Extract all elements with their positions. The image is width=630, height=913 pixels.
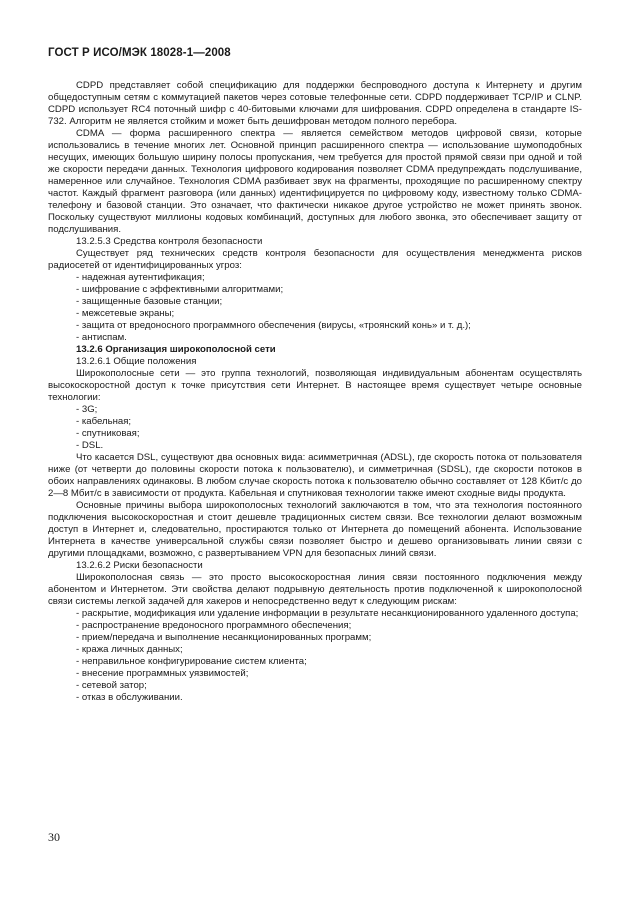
list-item: - 3G; xyxy=(76,404,98,415)
list-item: - неправильное конфигурирование систем клиента; xyxy=(76,656,307,667)
list-item: - распространение вредоносного программного обеспечения; xyxy=(76,620,352,631)
paragraph: Существует ряд технических средств контроля безопасности для осуществления менеджмента рисков радиосетей от идентифицированных угроз: xyxy=(48,248,582,271)
list-item: - внесение программных уязвимостей; xyxy=(76,668,249,679)
list-item: - антиспам. xyxy=(76,332,127,343)
paragraph: Широкополосные сети — это группа технологий, позволяющая индивидуальным абонентам осуществлять высокоскоростной доступ к точке присутствия сети Интернет. В настоящее время существует четыре основные технологии: xyxy=(48,368,582,403)
paragraph: Широкополосная связь — это просто высокоскоростная линия связи постоянного подключения между абонентом и Интернетом. Эти свойства делают подрывную деятельность против подключенной к широкополосной связи системы легкой задачей для хакеров и непосредственно ведут к следующим рискам: xyxy=(48,572,582,607)
list-item: - кража личных данных; xyxy=(76,644,183,655)
page-header: ГОСТ Р ИСО/МЭК 18028-1—2008 xyxy=(48,47,231,59)
subsection-heading: 13.2.6.2 Риски безопасности xyxy=(76,560,203,571)
list-item: - надежная аутентификация; xyxy=(76,272,205,283)
list-item: - отказ в обслуживании. xyxy=(76,692,183,703)
subsection-heading: 13.2.5.3 Средства контроля безопасности xyxy=(76,236,263,247)
list-item: - спутниковая; xyxy=(76,428,140,439)
page-number: 30 xyxy=(48,830,60,844)
paragraph: Основные причины выбора широкополосных технологий заключаются в том, что эта технология постоянного подключения высокоскоростная и стоит дешевле традиционных систем связи. Все технологии делают возможным доступ в Интернет и, следовательно, простираются только от Интернета до помещений абонента. Использование Интернета в качестве универсальной службы связи позволяет быстро и дешево организовывать линии связи с другими площадками, возможно, с развертыванием VPN для безопасных линий связи. xyxy=(48,500,582,559)
subsection-heading: 13.2.6.1 Общие положения xyxy=(76,356,197,367)
list-item: - DSL. xyxy=(76,440,104,451)
list-item: - защита от вредоносного программного обеспечения (вирусы, «троянский конь» и т. д.); xyxy=(76,320,471,331)
list-item: - межсетевые экраны; xyxy=(76,308,175,319)
list-item: - сетевой затор; xyxy=(76,680,147,691)
list-item: - защищенные базовые станции; xyxy=(76,296,223,307)
list-item: - шифрование с эффективными алгоритмами; xyxy=(76,284,284,295)
paragraph: CDPD представляет собой спецификацию для поддержки беспроводного доступа к Интернету и другим общедоступным сетям с коммутацией пакетов через сотовые телефонные сети. CDPD поддерживает TCP/IP и CLNP. CDPD использует RC4 поточный шифр с 40-битовыми ключами для шифрования. CDPD определена в стандарте IS-732. Алгоритм не является стойким и может быть дешифрован методом полного перебора. xyxy=(48,80,582,127)
list-item: - раскрытие, модификация или удаление информации в результате несанкционированного удаленного доступа; xyxy=(76,608,579,619)
list-item: - кабельная; xyxy=(76,416,132,427)
list-item: - прием/передача и выполнение несанкционированных программ; xyxy=(76,632,372,643)
document-body xyxy=(48,80,582,704)
paragraph: Что касается DSL, существуют два основных вида: асимметричная (ADSL), где скорость потока от пользователя ниже (от четверти до половины скорости потока к пользователю), и симметричная (SDSL), где скорости потоков в обоих направлениях одинаковы. В любом случае скорость потока к пользователю обычно составляет от 128 Кбит/с до 2—8 Мбит/с в зависимости от продукта. Кабельная и спутниковая технологии также имеют сходные виды продукта. xyxy=(48,452,582,499)
section-heading: 13.2.6 Организация широкополосной сети xyxy=(76,344,276,355)
paragraph: CDMA — форма расширенного спектра — является семейством методов цифровой связи, которые использовались в течение многих лет. Основной принцип расширенного спектра — использование шумоподобных несущих, имеющих большую ширину полосы пропускания, чем требуется для простой прямой связи при одной и той же скорости передачи данных. Технология цифрового кодирования позволяет CDMA предупреждать подслушивание, намеренное или случайное. Технология CDMA разбивает звук на фрагменты, проходящие по расширенному спектру частот. Каждый фрагмент разговора (или данных) идентифицируется по цифровому коду, известному только CDMA-телефону и базовой станции. Это означает, что фактически никакое другое устройство не может принять звонок. Поскольку существуют миллионы кодовых комбинаций, доступных для любого звонка, это обеспечивает защиту от подслушивания. xyxy=(48,128,582,235)
